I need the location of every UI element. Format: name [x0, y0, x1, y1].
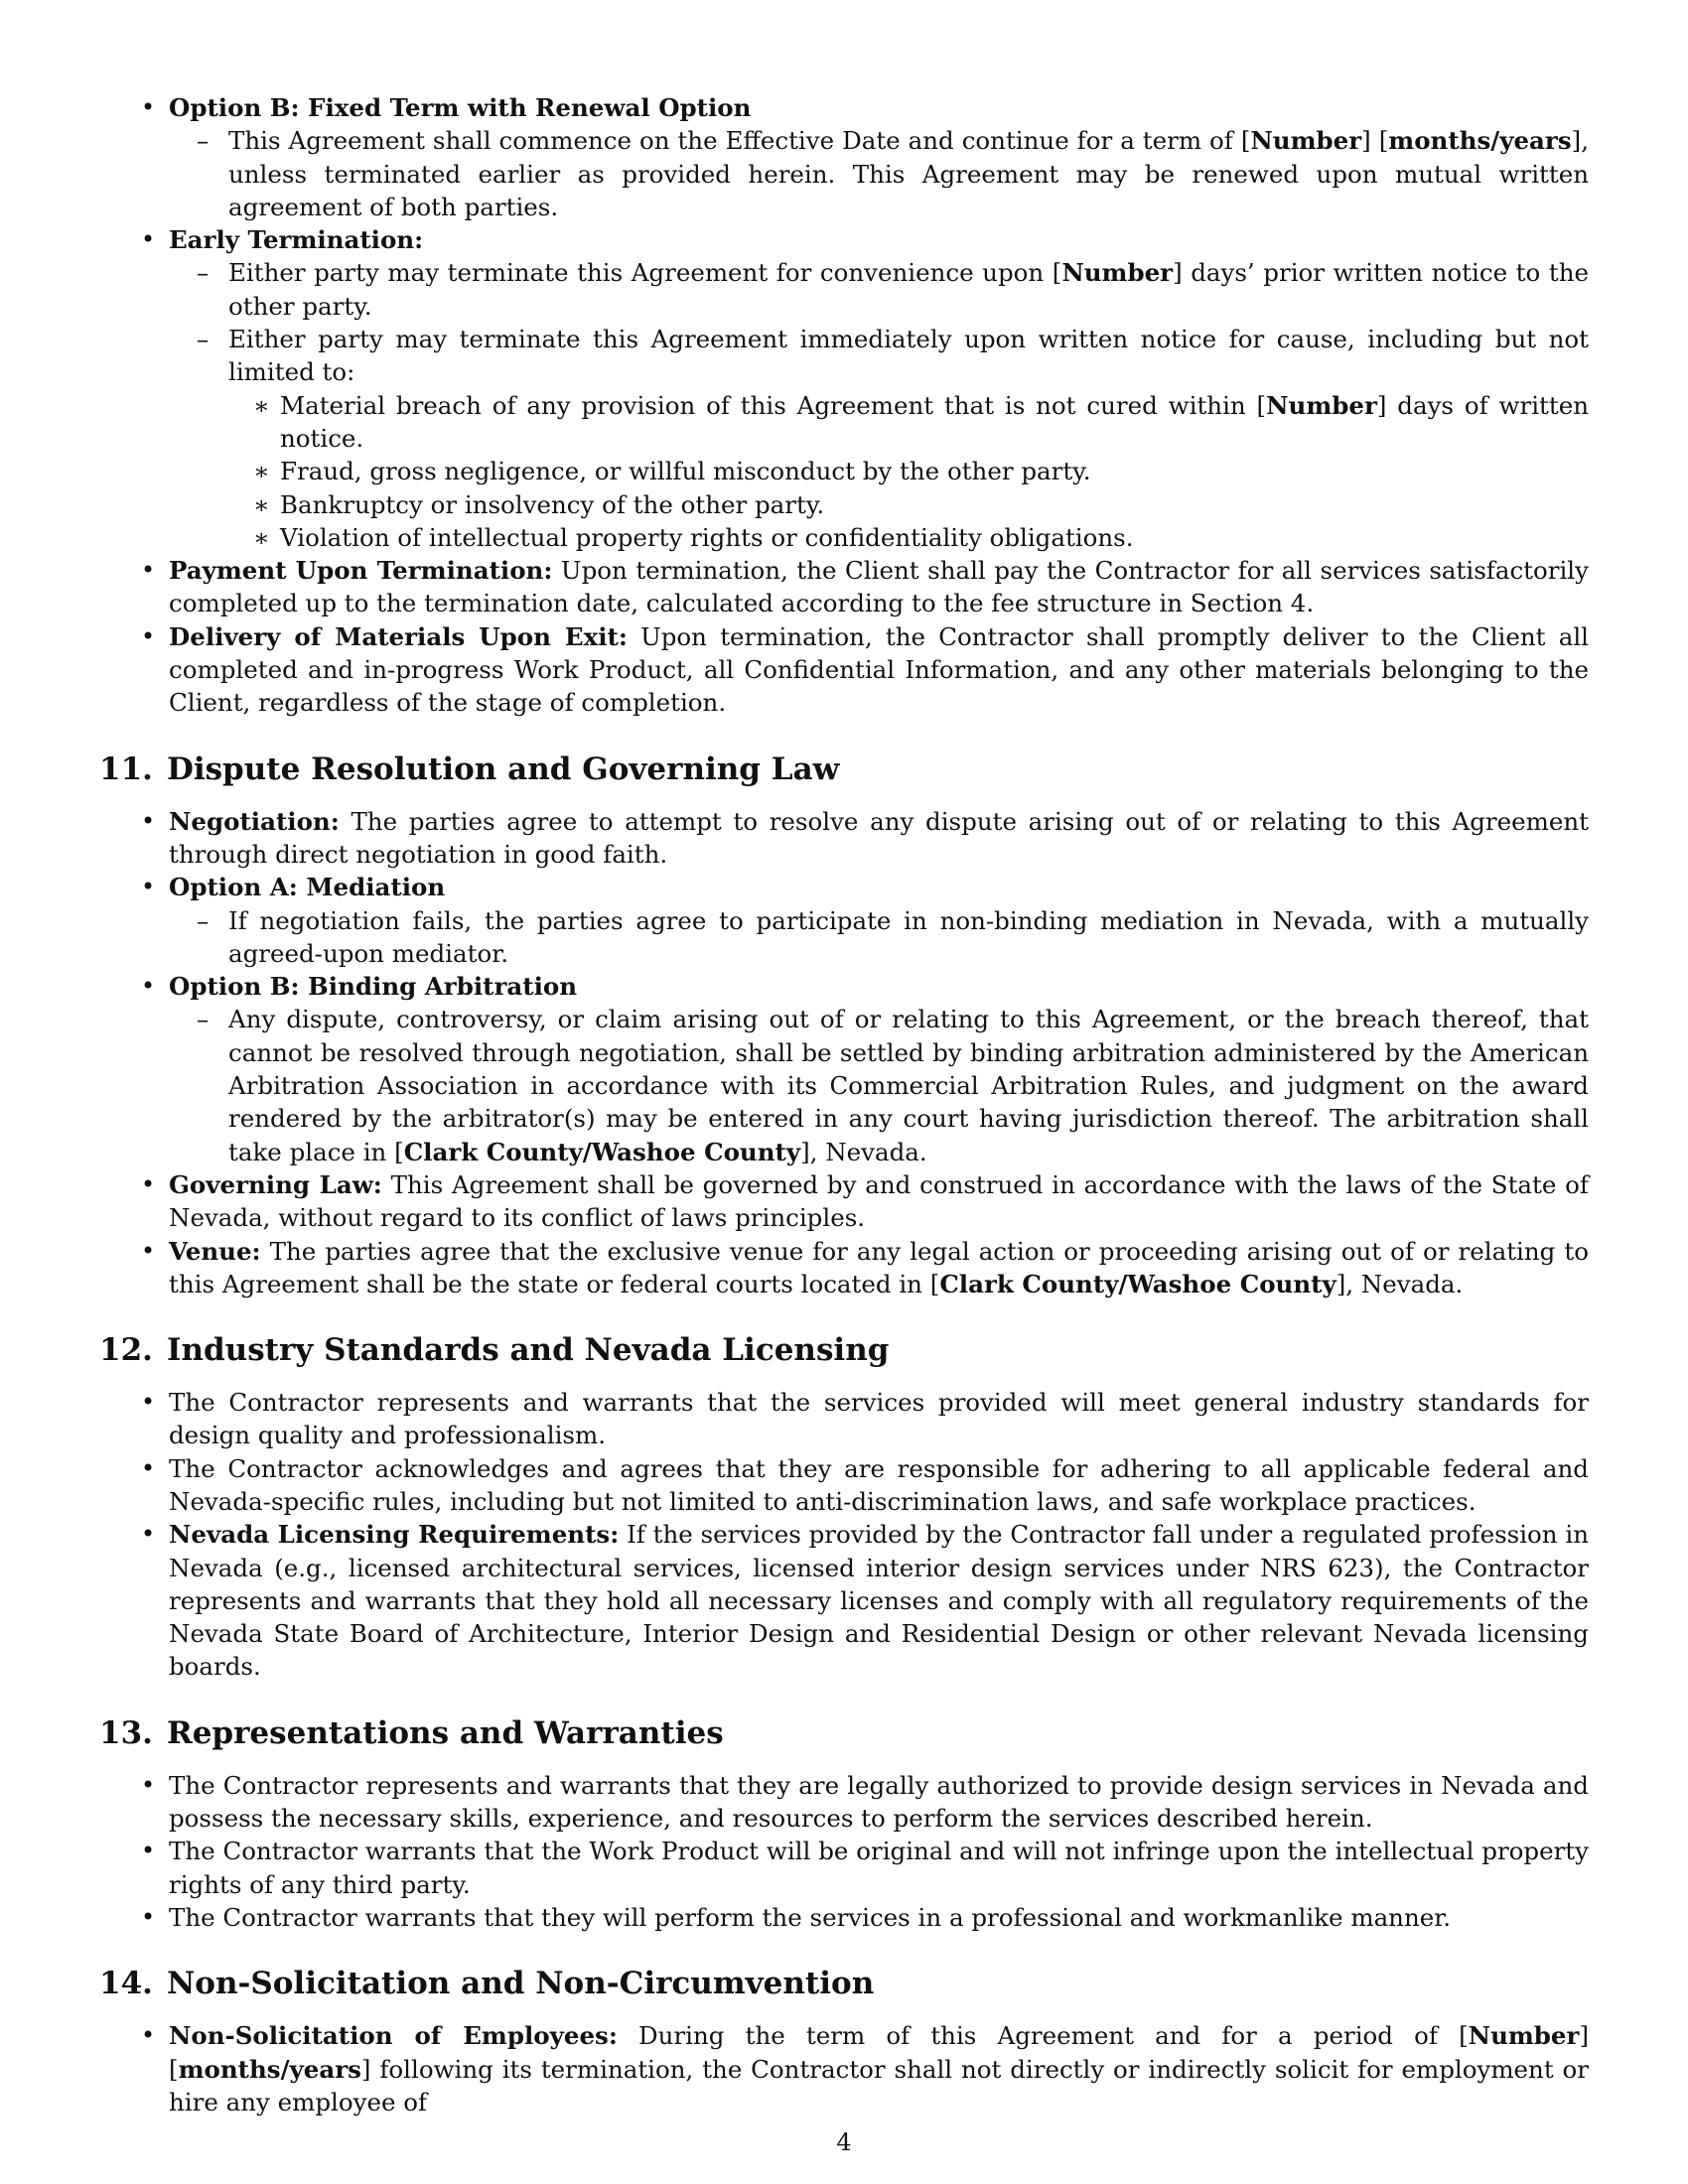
- placeholder: Clark County/Washoe County: [939, 1269, 1336, 1298]
- list-item-nevada-rules: • The Contractor acknowledges and agrees that they are responsible for adhering to all applicable federal and Nevada-specific rules, including but not limited to anti-discrimination laws, and safe workplace practices.: [99, 1452, 1589, 1519]
- list-item-arbitration: • Option B: Binding Arbitration – Any dispute, controversy, or claim arising out of or relating to this Agreement, or the breach thereof, that cannot be resolved through negotiation, shall be settled by binding arbitration administered by the American Arbitration Association in accordance with its Commercial Arbitration Rules, and judgment on the award rendered by the arbitrator(s) may be entered in any court having jurisdiction thereof. The arbitration shall take place in [Clark County/Washoe County], Nevada.: [99, 970, 1589, 1168]
- list-item-negotiation: • Negotiation: The parties agree to attempt to resolve any dispute arising out of or relating to this Agreement through direct negotiation in good faith.: [99, 805, 1589, 872]
- document-page: [99, 91, 1589, 2118]
- list-item-authorized: • The Contractor represents and warrants that they are legally authorized to provide design services in Nevada and possess the necessary skills, experience, and resources to perform the services described herein.: [99, 1769, 1589, 1836]
- cause-item-bankruptcy: ∗ Bankruptcy or insolvency of the other party.: [228, 488, 1589, 521]
- sub-item-mediation: – If negotiation fails, the parties agree to participate in non-binding mediation in Nevada, with a mutually agreed-upon mediator.: [169, 904, 1589, 971]
- list-item-workmanlike: • The Contractor warrants that they will perform the services in a professional and workmanlike manner.: [99, 1901, 1589, 1934]
- placeholder: Number: [1061, 258, 1174, 288]
- placeholder: months/years: [178, 2054, 361, 2084]
- list-item-option-b-term: [99, 91, 1589, 223]
- section-heading-14: 14. Non-Solicitation and Non-Circumvention: [99, 1966, 875, 2002]
- section-14-list: [99, 2019, 1589, 2118]
- placeholder: Clark County/Washoe County: [403, 1137, 801, 1166]
- sub-item-convenience: – Either party may terminate this Agreement for convenience upon [Number] days’ prior written notice to the other party.: [169, 256, 1589, 323]
- section-heading-13: 13. Representations and Warranties: [99, 1714, 724, 1751]
- list-item-venue: • Venue: The parties agree that the exclusive venue for any legal action or proceeding arising out of or relating to this Agreement shall be the state or federal courts located in [Clark County/Washoe County], Nevada.: [99, 1235, 1589, 1301]
- list-item-non-solicitation: • Non-Solicitation of Employees: During the term of this Agreement and for a period of [Number] [months/years] following its termination, the Contractor shall not directly or indirectly solicit for employment or hire any employee of: [99, 2019, 1589, 2118]
- placeholder: months/years: [1388, 126, 1572, 156]
- list-item-mediation: • Option A: Mediation – If negotiation fails, the parties agree to participate in non-binding mediation in Nevada, with a mutually agreed-upon mediator.: [99, 871, 1589, 970]
- payment-label: Payment Upon Termination:: [169, 556, 553, 586]
- list-item-original-work: • The Contractor warrants that the Work Product will be original and will not infringe upon the intellectual property rights of any third party.: [99, 1835, 1589, 1901]
- list-item-delivery: • Delivery of Materials Upon Exit: Upon termination, the Contractor shall promptly deliver to the Client all completed and in-progress Work Product, all Confidential Information, and any other materials belonging to the Client, regardless of the stage of completion.: [99, 620, 1589, 720]
- cause-item-fraud: ∗ Fraud, gross negligence, or willful misconduct by the other party.: [228, 455, 1589, 487]
- placeholder: Number: [1468, 2021, 1580, 2051]
- sub-item-cause: – Either party may terminate this Agreement immediately upon written notice for cause, including but not limited to: ∗ Material breach of any provision of this Agreement that is not cured within [Number] days of written notice. ∗ Fraud, gross negligence, or willful misconduct by the other party. ∗ Bankruptcy or insolvency of the other party. ∗ Violation of intellectual property rights or confidentiality obligations.: [169, 323, 1589, 554]
- cause-item-ip: ∗ Violation of intellectual property rights or confidentiality obligations.: [228, 521, 1589, 554]
- early-termination-label: Early Termination:: [169, 225, 424, 255]
- option-b-term-label: Option B: Fixed Term with Renewal Option: [169, 93, 752, 122]
- termination-list: [99, 91, 1589, 720]
- list-item-early-termination: [99, 223, 1589, 554]
- placeholder: Number: [1250, 126, 1362, 156]
- list-item-governing-law: • Governing Law: This Agreement shall be governed by and construed in accordance with the laws of the State of Nevada, without regard to its conflict of laws principles.: [99, 1168, 1589, 1235]
- sub-item-arbitration: – Any dispute, controversy, or claim arising out of or relating to this Agreement, or the breach thereof, that cannot be resolved through negotiation, shall be settled by binding arbitration administered by the American Arbitration Association in accordance with its Commercial Arbitration Rules, and judgment on the award rendered by the arbitrator(s) may be entered in any court having jurisdiction thereof. The arbitration shall take place in [Clark County/Washoe County], Nevada.: [169, 1003, 1589, 1167]
- section-13-list: [99, 1769, 1589, 1934]
- page-number: 4: [836, 2128, 852, 2156]
- section-12-list: [99, 1386, 1589, 1684]
- list-item-licensing: • Nevada Licensing Requirements: If the services provided by the Contractor fall under a regulated profession in Nevada (e.g., licensed architectural services, licensed interior design services under NRS 623), the Contractor represents and warrants that they hold all necessary licenses and comply with all regulatory requirements of the Nevada State Board of Architecture, Interior Design and Residential Design or other relevant Nevada licensing boards.: [99, 1518, 1589, 1683]
- placeholder: Number: [1266, 390, 1377, 420]
- section-heading-12: 12. Industry Standards and Nevada Licensing: [99, 1332, 890, 1369]
- cause-item-breach: ∗ Material breach of any provision of this Agreement that is not cured within [Number] days of written notice.: [228, 389, 1589, 456]
- sub-item-term-text: – This Agreement shall commence on the Effective Date and continue for a term of [Number] [months/years], unless terminated earlier as provided herein. This Agreement may be renewed upon mutual written agreement of both parties.: [169, 124, 1589, 223]
- list-item-industry-standards: • The Contractor represents and warrants that the services provided will meet general industry standards for design quality and professionalism.: [99, 1386, 1589, 1452]
- section-11-list: [99, 805, 1589, 1300]
- section-heading-11: 11. Dispute Resolution and Governing Law: [99, 751, 840, 787]
- list-item-payment: • Payment Upon Termination: Upon termination, the Client shall pay the Contractor for all services satisfactorily completed up to the termination date, calculated according to the fee structure in Section 4.: [99, 554, 1589, 620]
- delivery-label: Delivery of Materials Upon Exit:: [169, 621, 628, 651]
